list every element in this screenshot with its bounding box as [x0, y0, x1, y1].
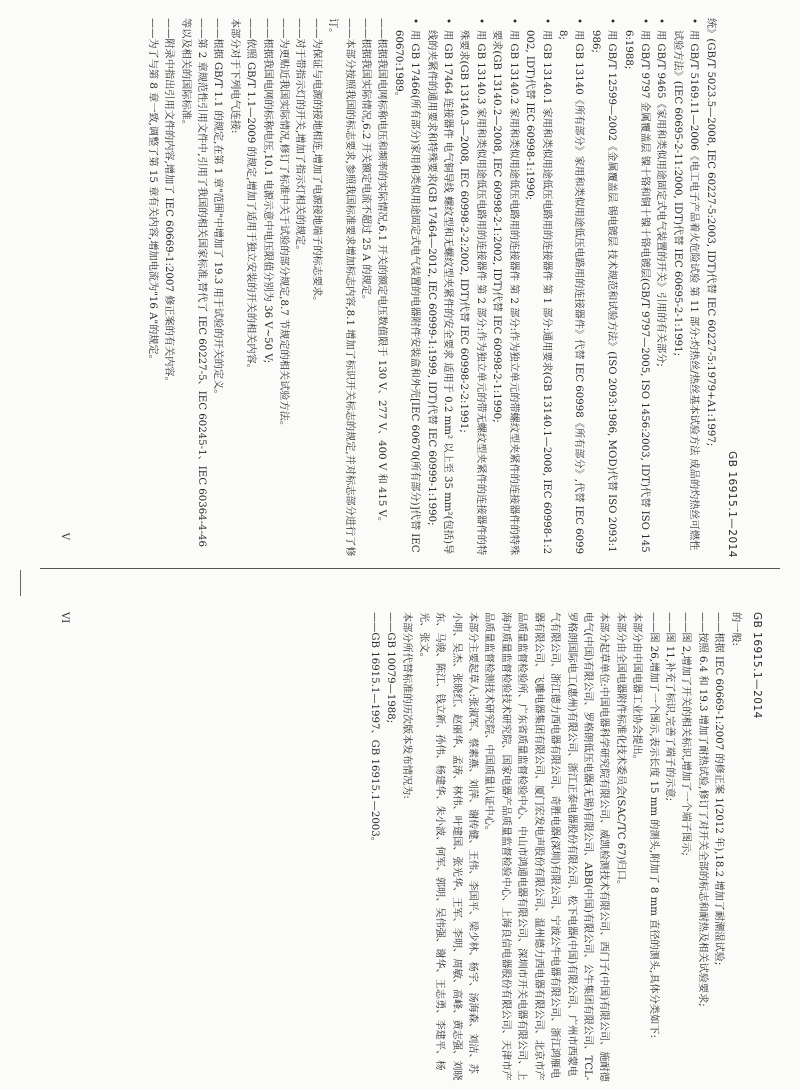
dash-item: ——第 2 章规范性引用文件中,引用了我国的相关国家标准,替代了 IEC 60227-5、IEC 60245-1、IEC 60364-4-46 等以及相关的国际标准。: [179, 18, 207, 547]
paragraph: 本部分所代替标准的历次版本发布情况为:: [401, 612, 413, 799]
dash-item: ——按照 6.4 和 19.3 增加了耐热试验,修订了对开关全部的标志和耐热及相关试验要求;: [696, 612, 708, 1007]
bullet-item: • 用 GB 17466(所有部分)家用和类似用途固定式电气装置的电器附件安装盒和外壳[IEC 60670(所有部分)]代替 IEC 60670:1989。: [389, 18, 422, 558]
paragraph: 本部分起草单位:中国电器科学研究院有限公司、威凯检测技术有限公司、西门子(中国)有限公司、施耐德电气(中国)有限公司、罗格朗低压电器(无锡)有限公司、ABB(中国)有限公司、公牛集团有限公司、TCL-罗格朗国际电工(惠州)有限公司、浙江正泰电器股份有限公司、松下电器(中国)有限公司、广州市西蒙电气有限公司、浙江德力西电器有限公司、奇胜电器(深圳)有限公司、宁波公牛电器有限公司、浙江鸿雁电器有限公司、飞雕电器集团有限公司、厦门宏发电声股份有限公司、温州德力西电器有限公司、北京市产品质量监督检验所、广东省质量监督检验中心、中山市鸿通电器有限公司、深圳市开关电器有限公司、上海市质量监督检验技术研究院、国家电器产品质量监督检验中心、上海良信电器股份有限公司、天津市产品质量监督检测技术研究院、中国质量认证中心。: [483, 612, 610, 1082]
body-text: [143, 18, 717, 558]
bullet-item: • 用 GB 17464 连接器件 电气铜导线 螺纹型和无螺纹型夹紧件的安全要求 适用于 0.2 mm² 以上至 35 mm²(包括)导线的夹紧件的通用要求和特殊要求(GB 17464—2012, IEC 60999-1:1999, IDT)代替 IEC 60999-1:1990;: [422, 18, 455, 558]
dash-item: ——为保证与电源的接地相连,增加了电源接地端子的标志要求。: [310, 18, 322, 307]
paragraph: 本部分由全国电器附件标准化技术委员会(SAC/TC 67)归口。: [614, 612, 626, 891]
page-number-lower: VI: [59, 612, 71, 624]
page-header: [724, 18, 740, 558]
page-edge-mark: [20, 570, 35, 596]
body-text-lower: [365, 612, 742, 1082]
dash-item: ——根据我国电网标称电压和频率的实际情况,6.1 开关的额定电压数值限于 130 V、277 V、400 V 和 415 V。: [376, 18, 388, 528]
paragraph: 本部分由中国电器工业协会提出。: [631, 612, 643, 765]
dash-item: ——图 2,增加了开关的相关标识,增加了一个端子图示;: [680, 612, 692, 856]
standard-code: GB 16915.1—2014: [726, 451, 738, 558]
page-upper: [60, 18, 740, 558]
dash-item: ——根据 GB/T 1.1 的规定,在第 1 章"范围"中增加了 19.3 用于试验的开关的定义。: [212, 18, 224, 400]
dash-item: ——对于带指示灯的开关,增加了指示灯相关的规定。: [294, 18, 306, 256]
dash-item: ——图 11,补充了标识,完善了端子的示意;: [663, 612, 675, 802]
dash-item: ——GB 16915.1—1997、GB 16915.1—2003。: [368, 612, 380, 847]
bullet-item: • 用 GB 13140.3 家用和类似用途低压电路用的连接器件 第 2 部分:作为独立单元的带无螺纹型夹紧件的连接器件的特殊要求(GB 13140.3—2008, IEC 60998-2-2:2002, IDT)代替 IEC 60998-2-2:1991;: [455, 18, 488, 558]
bullet-item: • 用 GB 13140.2 家用和类似用途低压电路用的连接器件 第 2 部分:作为独立单元的带螺纹型夹紧件的连接器件的特殊要求(GB 13140.2—2008, IEC 60998-2-1:2002, IDT)代替 IEC 60998-2-1:1990;: [488, 18, 521, 558]
dash-item: ——为了与第 8 章一致,调整了第 15 章有关内容,增加电流为"16 A"的规定。: [146, 18, 158, 365]
bullet-item: • 用 GB/T 5169.11—2006《电工电子产品着火危险试验 第 11 部分:灼热丝/热丝基本试验方法 成品的灼热丝可燃性试验方法》(IEC 60695-2-11:2000, IDT)代替 IEC 60695-2-1:1991;: [668, 18, 701, 558]
dash-item: ——依照 GB/T 1.1—2009 的规定,增加了适用于独立安装的开关的相关内容。: [245, 18, 257, 374]
paragraph: 本部分主要起草人:张淑军、蔡素燕、刘萍、谢传健、王伟、李国平、梁少林、杨宇、汤海森、刘洁、苏小明、吴杰、张晓红、赵丽华、孟涛、林伟、叶建国、张光华、王军、李明、周敏、高峰、黄志强、刘晓东、马骏、陈江、钱立新、孙伟、杨建华、朱小波、何军、郭明、吴伟强、谢华、王志勇、李建平、杨光、张文。: [417, 612, 479, 1081]
bullet-item: • 用 GB 13140.1 家用和类似用途低压电路用的连接器件 第 1 部分:通用要求(GB 13140.1—2008, IEC 60998-1:2002, IDT)代替 IEC 60998-1:1990;: [521, 18, 554, 558]
paragraph: 统》(GB/T 5023.5—2008, IEC 60227-5:2003, IDT)代替 IEC 60227-5:1979+A1:1997;: [704, 18, 716, 447]
standard-code-lower: GB 16915.1—2014: [751, 612, 763, 719]
bullet-item: • 用 GB 13140《所有部分》家用和类似用途低压电路用的连接器件》代替 IEC 60998《所有部分》,代替 IEC 60998;: [554, 18, 587, 558]
dash-item: ——为更贴近我国实际情况,修订了标准中关于试验的部分规定,8.7 节规定的相关试验方法。: [278, 18, 290, 432]
page-number: V: [59, 532, 71, 540]
dash-item: ——根据 IEC 60669-1:2007 的修正案 1(2012 年),18.2 增加了耐潮湿试验;: [713, 612, 725, 966]
page-header-lower: [749, 612, 765, 1082]
bullet-item: • 用 GB/T 12599—2002《金属覆盖层 锡电镀层 技术规范和试验方法》(ISO 2093:1986, MOD)代替 ISO 2093:1986;: [586, 18, 619, 558]
dash-item: ——根据我国实际情况,6.2 开关额定电流不超过 25 A 的规定。: [360, 18, 372, 306]
dash-item: 本部分对于下列电气连接:: [228, 18, 240, 134]
page-edge-line: [40, 568, 780, 569]
page-lower: [60, 612, 765, 1082]
dash-item: ——本部分按照我国的标志要求,参照我国标准要求增加标志内容,8.1 增加了标识开关标志的规定,并对标志部分进行了修订。: [327, 18, 355, 557]
paragraph: 的一般:: [729, 612, 741, 646]
dash-item: ——图 26,增加了一个图示,表示长度 15 mm 的测头,附加了 8 mm 直径的测头,具体分类如下:: [647, 612, 659, 1038]
dash-item: ——GB 10079—1988;: [385, 612, 397, 724]
dash-item: ——附录中指出引用文件的内容,增加了 IEC 60669-1:2007 修正案的有关内容。: [163, 18, 175, 387]
bullet-item: • 用 GB/T 9465《家用和类似用途固定式电气装置的开关》引用的有关部分;: [652, 18, 668, 558]
bullet-item: • 用 GB/T 9797 金属覆盖层 镍十铬和铜十镍十铬电镀层(GB/T 9797—2005, ISO 1456:2003, IDT)代替 ISO 1456:1988;: [619, 18, 652, 558]
dash-item: ——根据我国电网的标称电压,10.1 电源示意中电压限值分别为 36 V~50 V;: [261, 18, 273, 364]
